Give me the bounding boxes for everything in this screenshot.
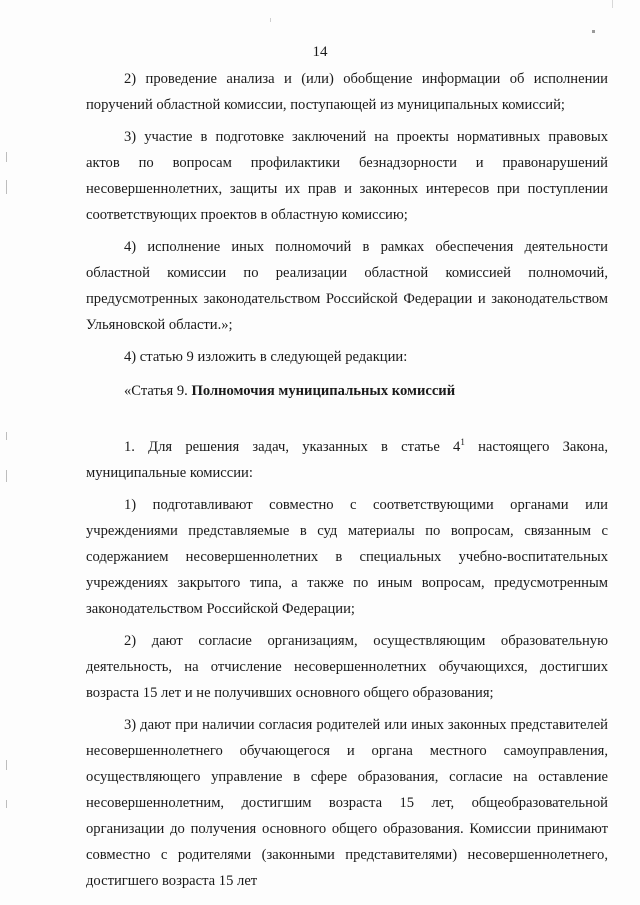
page-number: 14 (312, 44, 328, 60)
paragraph: 4) статью 9 изложить в следующей редакции: (124, 349, 408, 365)
left-margin-marks (6, 0, 12, 905)
document-body (86, 66, 608, 894)
clause-paragraph (86, 434, 608, 486)
clause-text: настоящего Закона, муниципальные комиссии: (86, 439, 608, 481)
article-heading-title: Полномочия муниципальных комиссий (191, 383, 456, 399)
article-heading (86, 378, 608, 404)
margin-mark (6, 760, 7, 770)
paragraph: 3) участие в подготовке заключений на проекты нормативных правовых актов по вопросам профилактики безнадзорности и правонарушений несовершеннолетних, защиты их прав и законных интересов при поступлении соответствующих проектов в областную комиссию; (86, 129, 608, 223)
margin-mark (6, 800, 7, 808)
superscript: 1 (460, 437, 465, 448)
article-heading-prefix: «Статья 9. (124, 383, 192, 399)
paragraph: 2) проведение анализа и (или) обобщение информации об исполнении поручений областной комиссии, поступающей из муниципальных комиссий; (86, 71, 608, 113)
margin-mark (6, 470, 7, 482)
scan-artifact (270, 18, 271, 22)
clause-text: 1. Для решения задач, указанных в статье 4 (124, 439, 461, 455)
list-item: 3) дают при наличии согласия родителей или иных законных представителей несовершеннолетнего обучающегося и органа местного самоуправления, осуществляющего управление в сфере образования, согласие на оставление несовершеннолетним, достигшим возраста 15 лет, общеобразовательной организации до получения основного общего образования. Комиссии принимают совместно с родителями (законными представителями) несовершеннолетнего, достигшего возраста 15 лет (86, 717, 608, 889)
paragraph: 4) исполнение иных полномочий в рамках обеспечения деятельности областной комиссии по реализации областной комиссией полномочий, предусмотренных законодательством Российской Федерации и законодательством Ульяновской области.»; (86, 239, 608, 333)
margin-mark (6, 180, 7, 194)
list-item: 2) дают согласие организациям, осуществляющим образовательную деятельность, на отчисление несовершеннолетних обучающихся, достигших возраста 15 лет и не получивших основного общего образования; (86, 633, 608, 701)
margin-mark (6, 152, 7, 162)
margin-mark (6, 432, 7, 440)
scan-artifact (612, 0, 613, 8)
scan-artifact (592, 30, 595, 33)
list-item: 1) подготавливают совместно с соответствующими органами или учреждениями представляемые в суд материалы по вопросам, связанным с содержанием несовершеннолетних в специальных учебно-воспитательных учреждениях закрытого типа, а также по иным вопросам, предусмотренным законодательством Российской Федерации; (86, 497, 608, 617)
